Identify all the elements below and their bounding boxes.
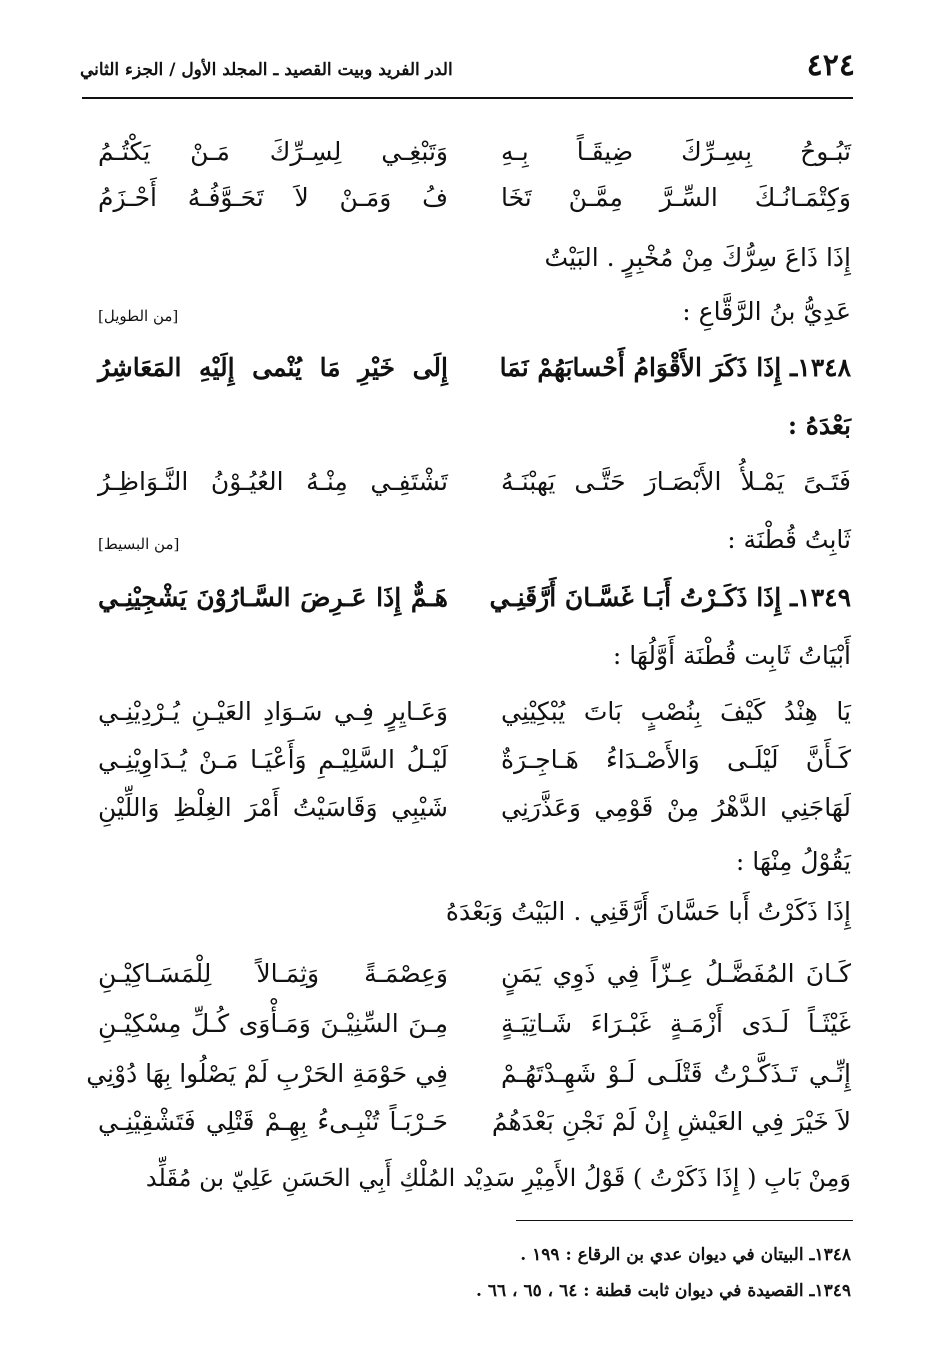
meter-label: [من الطويل]	[98, 307, 179, 325]
verse-first-hemistich: ١٣٤٨ـ إِذَا ذَكَرَ الأَقْوَامُ أَحْسابَهُمْ نَمَا	[499, 353, 851, 382]
verse-second-hemistich: حَـرْبَـاً تُنْبِـىءُ بِهِـمْ قَتْلِي فَتَشْقِيْنِـي	[98, 1107, 448, 1136]
verse-1348	[98, 346, 851, 390]
verse-second-hemistich: وَتَبْغِـي لِسِـرِّكَ مَـنْ يَكْتُـمُ	[98, 137, 448, 166]
verse-second-hemistich: لَيْـلُ السَّلِيْـمِ وَأَعْيَـا مَـنْ يُـدَاوِيْنِـي	[98, 745, 448, 774]
verse-first-hemistich: ١٣٤٩ـ إِذَا ذَكَـرْتُ أَبَـا غَسَّـانَ أَرَّقَنِـي	[489, 583, 851, 612]
verse-second-hemistich: هَـمٌّ إِذَا عَـرِضَ السَّـارُوْنَ يَشْجِيْنِـي	[98, 583, 448, 612]
header-rule	[82, 97, 853, 99]
verse-first-hemistich: لَهَاجَنِي الدَّهْرُ مِنْ قَوْمِي وَعَذَّرَنِي	[501, 793, 851, 822]
verse-first-hemistich: غَيْثَـاً لَـدَى أَزْمَـةٍ غَبْـرَاءَ شَـاتِيَـةٍ	[501, 1009, 851, 1038]
intro-line-1349	[98, 518, 851, 562]
verse-second-hemistich: فُ وَمَـنْ لاَ تَحَـوَّفُـهُ أَحْـزَمُ	[98, 183, 448, 212]
verse-first-hemistich: كَـأَنَّ لَيْلَـى وَالأَصْـدَاءُ هَـاجِـرَةٌ	[501, 745, 851, 774]
verse-first-hemistich: تَبُـوحُ بِسِـرِّكَ ضِيقَـاً بِـهِ	[501, 137, 851, 166]
verse-line	[98, 460, 851, 504]
prose-line: وَمِنْ بَابِ ( إِذَا ذَكَرْتُ ) قَوْلُ الأَمِيْرِ سَدِيْد المُلْكِ أَبِي الحَسَنِ عَلِيّ بن مُقَلِّد	[145, 1164, 851, 1192]
poet-name: عَدِيُّ بنُ الرَّقَّاعِ :	[682, 297, 851, 326]
running-header	[80, 48, 855, 92]
verse-line	[98, 952, 851, 996]
verse-first-hemistich: فَتَـىً يَمْـلأُ الأَبْصَـارَ حَتَّـى يَهبْنَـهُ	[501, 467, 851, 496]
verse-line	[98, 130, 851, 174]
verse-second-hemistich: تَشْتَفِـي مِنْـهُ العُيُـوْنُ النَّـوَاظِـرُ	[98, 467, 448, 496]
prose-line: إِذَا ذَاعَ سِرُّكَ مِنْ مُخْبِرٍ . البَيْتُ	[544, 243, 851, 272]
verse-first-hemistich: وَكِتْمَـانُـكَ السِّـرَّ مِمَّـنْ تَخَا	[501, 183, 851, 212]
verse-line	[98, 786, 851, 830]
footnote-1348: ١٣٤٨ـ البيتان في ديوان عدي بن الرقاع : ١٩٩ .	[520, 1245, 851, 1265]
verse-second-hemistich: فِي حَوْمَةِ الحَرْبِ لَمْ يَصْلُوا بِهَا دُوْنِي	[86, 1059, 448, 1088]
intro-line-1348	[98, 290, 851, 334]
verse-line	[98, 1100, 851, 1144]
prose-line: بَعْدَهُ :	[787, 411, 851, 440]
prose-line: يَقُوْلُ مِنْهَا :	[735, 847, 851, 876]
poet-name: ثَابِتُ قُطْنَة :	[727, 525, 851, 554]
verse-line	[98, 176, 851, 220]
running-title: الدر الفريد وبيت القصيد ـ المجلد الأول / الجزء الثاني	[80, 60, 453, 80]
prose-line: إِذَا ذَكَرْتُ أَبا حَسَّانَ أَرَّقَنِي . البَيْتُ وَبَعْدَهُ	[445, 897, 851, 926]
verse-1349	[98, 576, 851, 620]
verse-first-hemistich: لاَ خَيْرَ فِي العَيْشِ إِنْ لَمْ نَجْنِ بَعْدَهُمُ	[491, 1107, 851, 1136]
verse-line	[98, 738, 851, 782]
verse-second-hemistich: وَعِصْمَـةً وَثِمَـالاً لِلْمَسَـاكِيْـنِ	[98, 959, 448, 988]
meter-label: [من البسيط]	[98, 535, 180, 553]
verse-second-hemistich: وَعَـايِرٍ فِـي سَـوَادِ العَيْـنِ يُـرْدِيْنِـي	[98, 697, 448, 726]
verse-second-hemistich: شَيْبِي وَقَاسَيْتُ أَمْرَ الغِلْظِ وَاللِّيْنِ	[98, 793, 448, 822]
verse-second-hemistich: إِلَى خَيْرِ مَا يُنْمى إِلَيْهِ المَعَاشِرُ	[98, 353, 448, 382]
page-number: ٤٢٤	[806, 48, 855, 83]
prose-line: أَبْيَاتُ ثَابِت قُطْنَة أَوَّلُهَا :	[612, 641, 851, 670]
footnote-rule	[516, 1220, 853, 1221]
verse-line	[86, 1052, 851, 1096]
verse-second-hemistich: مِـنَ السِّنِيْـنَ وَمَـأْوَى كُـلِّ مِسْكِيْـنِ	[98, 1009, 448, 1038]
verse-first-hemistich: كَـانَ المُفَضَّـلُ عِـزّاً فِي ذَوِي يَمَنٍ	[501, 959, 851, 988]
footnote-1349: ١٣٤٩ـ القصيدة في ديوان ثابت قطنة : ٦٤ ، ٦٥ ، ٦٦ .	[476, 1281, 851, 1301]
verse-line	[98, 690, 851, 734]
verse-line	[98, 1002, 851, 1046]
verse-first-hemistich: إِنِّـي تَـذَكَّـرْتُ قَتْلَـى لَـوْ شَهِـدْتَهُـمْ	[501, 1059, 851, 1088]
verse-first-hemistich: يَا هِنْدُ كَيْفَ بِنُصْبٍ بَاتَ يُبْكِيْنِي	[501, 697, 851, 726]
